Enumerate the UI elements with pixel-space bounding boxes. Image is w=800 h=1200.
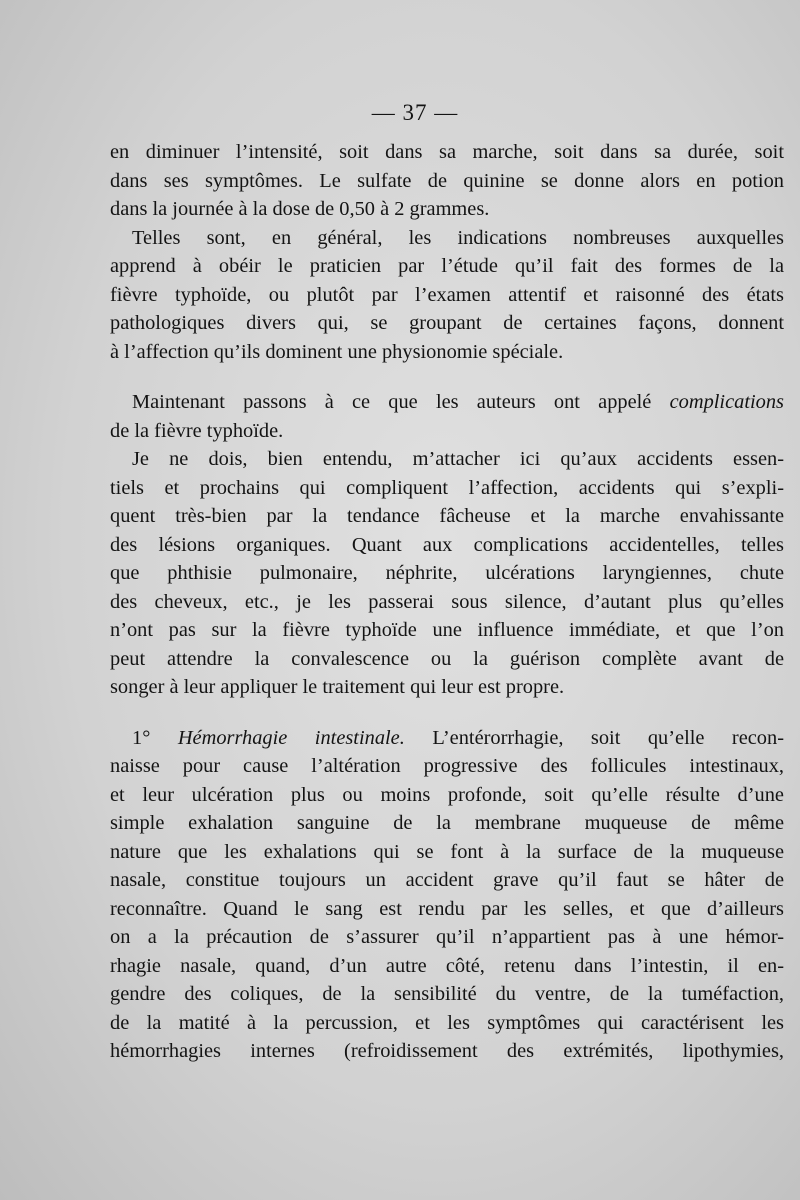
text-line: songer à leur appliquer le traitement qui leur est propre.	[110, 676, 565, 698]
text-line: Je ne dois, bien entendu, m’attacher ici qu’aux accidents essen-	[132, 448, 784, 470]
paragraph	[110, 138, 784, 224]
text-line: des lésions organiques. Quant aux complications accidentelles, telles	[110, 533, 784, 556]
text-line	[110, 724, 784, 753]
paragraph	[110, 224, 784, 367]
section-number: 1°	[132, 726, 151, 749]
text-line: on a la précaution de s’assurer qu’il n’appartient pas à une hémor-	[110, 926, 784, 948]
text-line: que phthisie pulmonaire, néphrite, ulcérations laryngiennes, chute	[110, 562, 784, 584]
body-text	[110, 138, 784, 1066]
text-line: n’ont pas sur la fièvre typhoïde une influence immédiate, et que l’on	[110, 619, 784, 641]
paragraph-gap	[110, 366, 784, 388]
text-line: peut attendre la convalescence ou la guérison complète avant de	[110, 647, 784, 670]
text-line: hémorrhagies internes (refroidissement des extrémités, lipothymies,	[110, 1040, 784, 1062]
text-line: naisse pour cause l’altération progressive des follicules intestinaux,	[110, 755, 784, 777]
text-line: à l’affection qu’ils dominent une physionomie spéciale.	[110, 340, 564, 363]
paragraph-gap	[110, 702, 784, 724]
paragraph	[110, 445, 784, 702]
text-line: de la matité à la percussion, et les symptômes qui caractérisent les	[110, 1011, 784, 1034]
text-line: dans ses symptômes. Le sulfate de quinine se donne alors en potion	[110, 169, 784, 192]
section-heading: Hémorrhagie intestinale.	[177, 726, 405, 749]
text-line: nature que les exhalations qui se font à la surface de la muqueuse	[110, 840, 784, 863]
text-run: L’entérorrhagie, soit qu’elle recon-	[432, 726, 784, 749]
text-line: pathologiques divers qui, se groupant de certaines façons, donnent	[110, 312, 784, 334]
text-run: Maintenant passons à ce que les auteurs ont appelé	[132, 391, 652, 413]
text-line: et leur ulcération plus ou moins profonde, soit qu’elle résulte d’une	[110, 783, 784, 806]
text-line: nasale, constitue toujours un accident grave qu’il faut se hâter de	[110, 869, 784, 891]
text-line	[110, 388, 784, 417]
text-line: rhagie nasale, quand, d’un autre côté, retenu dans l’intestin, il en-	[110, 954, 784, 977]
text-line: fièvre typhoïde, ou plutôt par l’examen attentif et raisonné des états	[110, 283, 784, 306]
text-line: reconnaître. Quand le sang est rendu par les selles, et que d’ailleurs	[110, 897, 784, 920]
text-line: dans la journée à la dose de 0,50 à 2 grammes.	[110, 198, 490, 220]
paragraph	[110, 388, 784, 445]
text-line: tiels et prochains qui compliquent l’affection, accidents qui s’expli-	[110, 476, 784, 499]
page-number: — 37 —	[371, 100, 459, 125]
italic-term: complications	[669, 391, 784, 413]
text-line: Telles sont, en général, les indications nombreuses auxquelles	[132, 226, 784, 249]
text-line: de la fièvre typhoïde.	[110, 419, 284, 442]
text-line: gendre des coliques, de la sensibilité du ventre, de la tuméfaction,	[110, 983, 784, 1005]
text-line: apprend à obéir le praticien par l’étude qu’il fait des formes de la	[110, 255, 784, 277]
text-line: en diminuer l’intensité, soit dans sa marche, soit dans sa durée, soit	[110, 141, 784, 163]
paragraph	[110, 724, 784, 1066]
text-line: quent très-bien par la tendance fâcheuse et la marche envahissante	[110, 505, 784, 527]
text-line: des cheveux, etc., je les passerai sous silence, d’autant plus qu’elles	[110, 590, 784, 613]
text-line: simple exhalation sanguine de la membrane muqueuse de même	[110, 812, 784, 834]
